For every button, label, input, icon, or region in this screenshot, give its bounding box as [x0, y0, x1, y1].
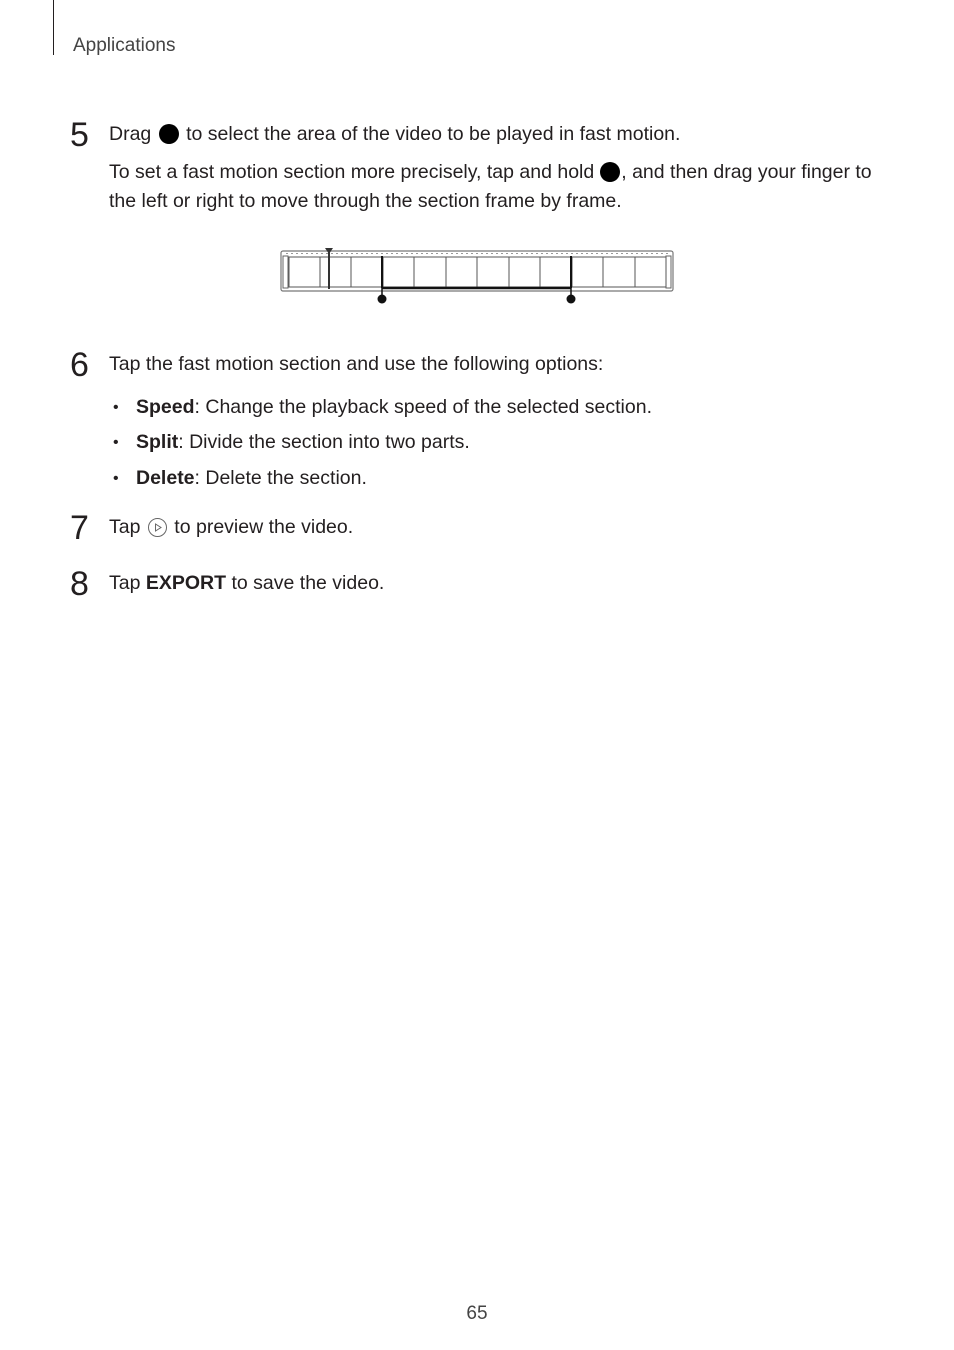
play-icon [148, 518, 167, 537]
option-desc: : Delete the section. [194, 467, 367, 489]
bullet: • [113, 399, 119, 416]
page-number: 65 [466, 1303, 488, 1324]
step-text [109, 569, 384, 598]
option-term: Delete [136, 467, 195, 489]
step-text [109, 158, 872, 187]
option-desc: : Divide the section into two parts. [178, 431, 470, 453]
section-start-handle [378, 295, 387, 304]
bullet: • [113, 434, 119, 451]
step-number: 5 [70, 116, 89, 154]
step-text-part: To set a fast motion section more precisely, tap and hold [109, 161, 595, 183]
handle-dot-icon [159, 124, 179, 144]
option-item [136, 428, 470, 457]
step-text: the left or right to move through the section frame by frame. [109, 190, 622, 212]
section-divider [53, 0, 54, 55]
export-term: EXPORT [145, 572, 227, 594]
section-title: Applications [73, 35, 176, 56]
step-text: Tap the fast motion section and use the following options: [109, 353, 604, 375]
step-text-part: to preview the video. [174, 516, 354, 538]
handle-dot-icon [600, 162, 620, 182]
step-text-part: Drag [109, 123, 152, 145]
bullet: • [113, 470, 119, 487]
step-text-part: Tap [109, 572, 141, 594]
option-item [136, 464, 367, 493]
step-text-part: to select the area of the video to be played in fast motion. [186, 123, 681, 145]
step-number: 8 [70, 565, 89, 603]
left-grip [283, 256, 288, 288]
step-text [109, 120, 680, 149]
option-desc: : Change the playback speed of the selected section. [194, 396, 653, 418]
option-term: Speed [136, 396, 195, 418]
step-text-part: Tap [109, 516, 141, 538]
section-end-handle [567, 295, 576, 304]
step-number: 7 [70, 509, 89, 547]
step-text-part: , and then drag your finger to [621, 161, 872, 183]
step-text-part: to save the video. [231, 572, 385, 594]
option-item [136, 393, 652, 422]
step-text [109, 513, 353, 542]
timeline-figure [280, 243, 675, 308]
right-grip [666, 256, 671, 288]
step-number: 6 [70, 346, 89, 384]
option-term: Split [136, 431, 179, 453]
